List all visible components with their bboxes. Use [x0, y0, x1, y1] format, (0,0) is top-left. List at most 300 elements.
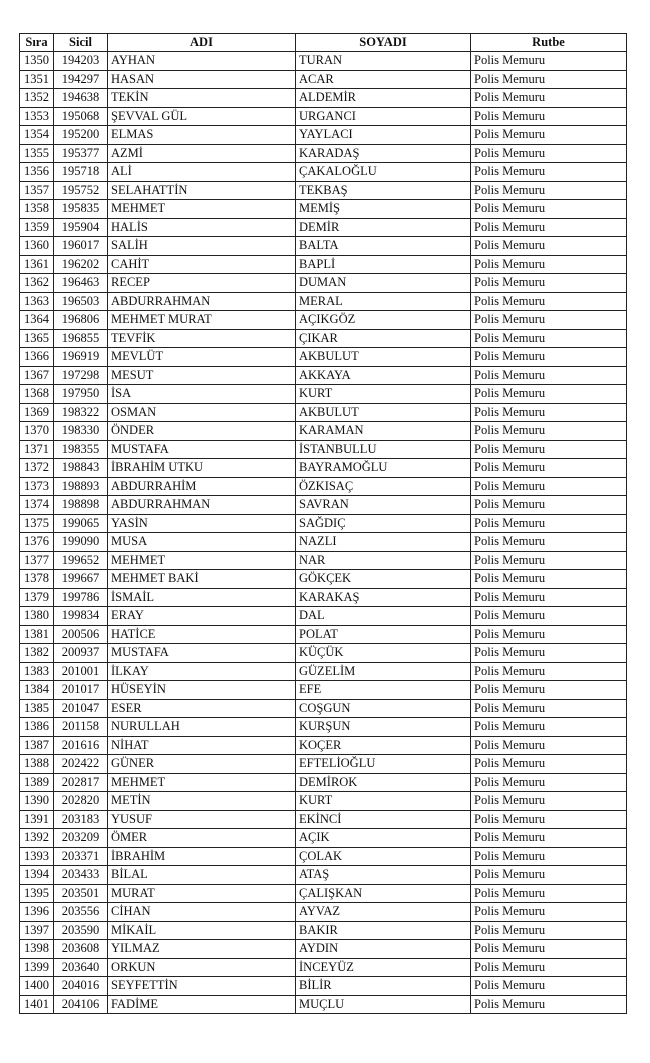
soyadi-cell: SAĞDIÇ [296, 514, 471, 533]
rutbe-cell: Polis Memuru [471, 681, 627, 700]
sira-cell: 1388 [20, 755, 54, 774]
adi-cell: İLKAY [108, 662, 296, 681]
table-row [20, 292, 627, 311]
sira-cell: 1364 [20, 311, 54, 330]
table-row [20, 144, 627, 163]
rutbe-cell: Polis Memuru [471, 588, 627, 607]
sicil-cell: 200506 [54, 625, 108, 644]
adi-cell: MUSTAFA [108, 644, 296, 663]
adi-cell: SELAHATTİN [108, 181, 296, 200]
soyadi-cell: AKKAYA [296, 366, 471, 385]
adi-cell: ORKUN [108, 958, 296, 977]
sira-cell: 1359 [20, 218, 54, 237]
rutbe-cell: Polis Memuru [471, 977, 627, 996]
table-row [20, 829, 627, 848]
table-row [20, 736, 627, 755]
adi-cell: YUSUF [108, 810, 296, 829]
table-row [20, 477, 627, 496]
rutbe-cell: Polis Memuru [471, 311, 627, 330]
rutbe-cell: Polis Memuru [471, 107, 627, 126]
sicil-cell: 200937 [54, 644, 108, 663]
sicil-cell: 203209 [54, 829, 108, 848]
sicil-cell: 202817 [54, 773, 108, 792]
sicil-cell: 196919 [54, 348, 108, 367]
soyadi-cell: MERAL [296, 292, 471, 311]
table-row [20, 237, 627, 256]
rutbe-cell: Polis Memuru [471, 514, 627, 533]
adi-cell: AZMİ [108, 144, 296, 163]
rutbe-cell: Polis Memuru [471, 200, 627, 219]
table-row [20, 977, 627, 996]
sicil-cell: 201017 [54, 681, 108, 700]
rutbe-cell: Polis Memuru [471, 940, 627, 959]
sicil-cell: 201158 [54, 718, 108, 737]
sira-cell: 1377 [20, 551, 54, 570]
soyadi-cell: DEMİR [296, 218, 471, 237]
table-row [20, 329, 627, 348]
table-row [20, 422, 627, 441]
sira-cell: 1350 [20, 52, 54, 71]
rutbe-cell: Polis Memuru [471, 329, 627, 348]
sicil-cell: 203371 [54, 847, 108, 866]
adi-cell: FADİME [108, 995, 296, 1014]
soyadi-cell: İSTANBULLU [296, 440, 471, 459]
sicil-cell: 201001 [54, 662, 108, 681]
sira-cell: 1371 [20, 440, 54, 459]
adi-cell: YASİN [108, 514, 296, 533]
table-row [20, 699, 627, 718]
soyadi-cell: GÖKÇEK [296, 570, 471, 589]
sicil-cell: 199065 [54, 514, 108, 533]
soyadi-cell: AÇIKGÖZ [296, 311, 471, 330]
adi-cell: GÜNER [108, 755, 296, 774]
header-rutbe: Rutbe [471, 34, 627, 52]
sicil-cell: 197950 [54, 385, 108, 404]
sira-cell: 1400 [20, 977, 54, 996]
soyadi-cell: EKİNCİ [296, 810, 471, 829]
sira-cell: 1397 [20, 921, 54, 940]
adi-cell: MEHMET [108, 773, 296, 792]
sicil-cell: 204106 [54, 995, 108, 1014]
table-row [20, 718, 627, 737]
table-row [20, 958, 627, 977]
table-row [20, 218, 627, 237]
table-body [20, 52, 627, 1014]
sira-cell: 1362 [20, 274, 54, 293]
rutbe-cell: Polis Memuru [471, 89, 627, 108]
rutbe-cell: Polis Memuru [471, 773, 627, 792]
sira-cell: 1390 [20, 792, 54, 811]
rutbe-cell: Polis Memuru [471, 218, 627, 237]
table-row [20, 940, 627, 959]
sira-cell: 1367 [20, 366, 54, 385]
rutbe-cell: Polis Memuru [471, 829, 627, 848]
table-row [20, 681, 627, 700]
sira-cell: 1382 [20, 644, 54, 663]
sira-cell: 1375 [20, 514, 54, 533]
sira-cell: 1381 [20, 625, 54, 644]
table-row [20, 181, 627, 200]
sira-cell: 1399 [20, 958, 54, 977]
table-row [20, 662, 627, 681]
table-row [20, 274, 627, 293]
soyadi-cell: AYDIN [296, 940, 471, 959]
rutbe-cell: Polis Memuru [471, 144, 627, 163]
sicil-cell: 196806 [54, 311, 108, 330]
adi-cell: CAHİT [108, 255, 296, 274]
sicil-cell: 196202 [54, 255, 108, 274]
table-row [20, 514, 627, 533]
adi-cell: MURAT [108, 884, 296, 903]
rutbe-cell: Polis Memuru [471, 958, 627, 977]
soyadi-cell: URGANCI [296, 107, 471, 126]
rutbe-cell: Polis Memuru [471, 459, 627, 478]
sicil-cell: 203501 [54, 884, 108, 903]
table-row [20, 403, 627, 422]
sira-cell: 1394 [20, 866, 54, 885]
adi-cell: MEHMET [108, 200, 296, 219]
sicil-cell: 199652 [54, 551, 108, 570]
adi-cell: TEVFİK [108, 329, 296, 348]
rutbe-cell: Polis Memuru [471, 52, 627, 71]
sira-cell: 1389 [20, 773, 54, 792]
soyadi-cell: ÖZKISAÇ [296, 477, 471, 496]
table-row [20, 126, 627, 145]
adi-cell: NİHAT [108, 736, 296, 755]
rutbe-cell: Polis Memuru [471, 477, 627, 496]
sicil-cell: 194297 [54, 70, 108, 89]
soyadi-cell: BİLİR [296, 977, 471, 996]
sicil-cell: 198893 [54, 477, 108, 496]
sicil-cell: 197298 [54, 366, 108, 385]
sicil-cell: 196503 [54, 292, 108, 311]
soyadi-cell: EFE [296, 681, 471, 700]
sira-cell: 1363 [20, 292, 54, 311]
table-row [20, 255, 627, 274]
adi-cell: MEHMET [108, 551, 296, 570]
rutbe-cell: Polis Memuru [471, 810, 627, 829]
sira-cell: 1396 [20, 903, 54, 922]
sira-cell: 1365 [20, 329, 54, 348]
rutbe-cell: Polis Memuru [471, 570, 627, 589]
soyadi-cell: EFTELİOĞLU [296, 755, 471, 774]
table-row [20, 588, 627, 607]
soyadi-cell: KURT [296, 385, 471, 404]
adi-cell: SALİH [108, 237, 296, 256]
sicil-cell: 195200 [54, 126, 108, 145]
rutbe-cell: Polis Memuru [471, 662, 627, 681]
adi-cell: ŞEVVAL GÜL [108, 107, 296, 126]
table-row [20, 810, 627, 829]
rutbe-cell: Polis Memuru [471, 718, 627, 737]
table-row [20, 995, 627, 1014]
sicil-cell: 195068 [54, 107, 108, 126]
table-row [20, 163, 627, 182]
table-row [20, 644, 627, 663]
adi-cell: ÖNDER [108, 422, 296, 441]
soyadi-cell: ÇOLAK [296, 847, 471, 866]
rutbe-cell: Polis Memuru [471, 348, 627, 367]
table-row [20, 440, 627, 459]
sira-cell: 1376 [20, 533, 54, 552]
table-row [20, 625, 627, 644]
adi-cell: ALİ [108, 163, 296, 182]
sira-cell: 1369 [20, 403, 54, 422]
table-row [20, 385, 627, 404]
sicil-cell: 195835 [54, 200, 108, 219]
sicil-cell: 195377 [54, 144, 108, 163]
table-row [20, 52, 627, 71]
sira-cell: 1366 [20, 348, 54, 367]
adi-cell: HÜSEYİN [108, 681, 296, 700]
sicil-cell: 201616 [54, 736, 108, 755]
rutbe-cell: Polis Memuru [471, 866, 627, 885]
soyadi-cell: NAZLI [296, 533, 471, 552]
adi-cell: İSMAİL [108, 588, 296, 607]
soyadi-cell: KURT [296, 792, 471, 811]
sicil-cell: 203433 [54, 866, 108, 885]
soyadi-cell: KOÇER [296, 736, 471, 755]
soyadi-cell: BAKIR [296, 921, 471, 940]
rutbe-cell: Polis Memuru [471, 736, 627, 755]
soyadi-cell: DUMAN [296, 274, 471, 293]
sicil-cell: 196463 [54, 274, 108, 293]
adi-cell: MUSA [108, 533, 296, 552]
rutbe-cell: Polis Memuru [471, 440, 627, 459]
adi-cell: TEKİN [108, 89, 296, 108]
adi-cell: SEYFETTİN [108, 977, 296, 996]
table-row [20, 607, 627, 626]
table-row [20, 903, 627, 922]
header-soyadi: SOYADI [296, 34, 471, 52]
soyadi-cell: BAPLİ [296, 255, 471, 274]
adi-cell: ÖMER [108, 829, 296, 848]
soyadi-cell: İNCEYÜZ [296, 958, 471, 977]
soyadi-cell: GÜZELİM [296, 662, 471, 681]
table-row [20, 773, 627, 792]
table-header-row [20, 34, 627, 52]
table-row [20, 496, 627, 515]
rutbe-cell: Polis Memuru [471, 625, 627, 644]
soyadi-cell: YAYLACI [296, 126, 471, 145]
sicil-cell: 198355 [54, 440, 108, 459]
soyadi-cell: ACAR [296, 70, 471, 89]
personnel-table [19, 33, 627, 1014]
sira-cell: 1352 [20, 89, 54, 108]
adi-cell: METİN [108, 792, 296, 811]
sicil-cell: 203183 [54, 810, 108, 829]
rutbe-cell: Polis Memuru [471, 274, 627, 293]
adi-cell: MEVLÜT [108, 348, 296, 367]
table-row [20, 792, 627, 811]
rutbe-cell: Polis Memuru [471, 847, 627, 866]
sira-cell: 1395 [20, 884, 54, 903]
soyadi-cell: SAVRAN [296, 496, 471, 515]
adi-cell: CİHAN [108, 903, 296, 922]
table-row [20, 311, 627, 330]
adi-cell: İBRAHİM UTKU [108, 459, 296, 478]
sira-cell: 1373 [20, 477, 54, 496]
table-row [20, 200, 627, 219]
rutbe-cell: Polis Memuru [471, 607, 627, 626]
sira-cell: 1361 [20, 255, 54, 274]
sicil-cell: 195904 [54, 218, 108, 237]
rutbe-cell: Polis Memuru [471, 533, 627, 552]
sira-cell: 1357 [20, 181, 54, 200]
soyadi-cell: MUÇLU [296, 995, 471, 1014]
soyadi-cell: TURAN [296, 52, 471, 71]
soyadi-cell: ÇAKALOĞLU [296, 163, 471, 182]
sicil-cell: 198330 [54, 422, 108, 441]
soyadi-cell: KARAMAN [296, 422, 471, 441]
soyadi-cell: TEKBAŞ [296, 181, 471, 200]
soyadi-cell: DEMİROK [296, 773, 471, 792]
soyadi-cell: NAR [296, 551, 471, 570]
sicil-cell: 203608 [54, 940, 108, 959]
adi-cell: İSA [108, 385, 296, 404]
soyadi-cell: POLAT [296, 625, 471, 644]
soyadi-cell: KARADAŞ [296, 144, 471, 163]
rutbe-cell: Polis Memuru [471, 755, 627, 774]
sira-cell: 1384 [20, 681, 54, 700]
soyadi-cell: BALTA [296, 237, 471, 256]
sicil-cell: 195752 [54, 181, 108, 200]
adi-cell: AYHAN [108, 52, 296, 71]
sira-cell: 1391 [20, 810, 54, 829]
adi-cell: ESER [108, 699, 296, 718]
rutbe-cell: Polis Memuru [471, 163, 627, 182]
table-row [20, 70, 627, 89]
adi-cell: BİLAL [108, 866, 296, 885]
rutbe-cell: Polis Memuru [471, 385, 627, 404]
rutbe-cell: Polis Memuru [471, 551, 627, 570]
soyadi-cell: ÇALIŞKAN [296, 884, 471, 903]
adi-cell: ABDURRAHİM [108, 477, 296, 496]
rutbe-cell: Polis Memuru [471, 366, 627, 385]
adi-cell: ELMAS [108, 126, 296, 145]
soyadi-cell: KARAKAŞ [296, 588, 471, 607]
sicil-cell: 196855 [54, 329, 108, 348]
adi-cell: HALİS [108, 218, 296, 237]
soyadi-cell: KÜÇÜK [296, 644, 471, 663]
table-row [20, 847, 627, 866]
adi-cell: ABDURRAHMAN [108, 292, 296, 311]
adi-cell: MEHMET BAKİ [108, 570, 296, 589]
sira-cell: 1387 [20, 736, 54, 755]
sira-cell: 1393 [20, 847, 54, 866]
sicil-cell: 198843 [54, 459, 108, 478]
adi-cell: NURULLAH [108, 718, 296, 737]
rutbe-cell: Polis Memuru [471, 422, 627, 441]
sira-cell: 1401 [20, 995, 54, 1014]
soyadi-cell: AKBULUT [296, 403, 471, 422]
sira-cell: 1374 [20, 496, 54, 515]
sicil-cell: 201047 [54, 699, 108, 718]
rutbe-cell: Polis Memuru [471, 255, 627, 274]
sicil-cell: 199667 [54, 570, 108, 589]
header-sira: Sıra [20, 34, 54, 52]
table-row [20, 107, 627, 126]
sicil-cell: 203640 [54, 958, 108, 977]
adi-cell: HATİCE [108, 625, 296, 644]
soyadi-cell: BAYRAMOĞLU [296, 459, 471, 478]
sira-cell: 1356 [20, 163, 54, 182]
rutbe-cell: Polis Memuru [471, 792, 627, 811]
sira-cell: 1378 [20, 570, 54, 589]
sira-cell: 1353 [20, 107, 54, 126]
sira-cell: 1392 [20, 829, 54, 848]
sira-cell: 1379 [20, 588, 54, 607]
sira-cell: 1351 [20, 70, 54, 89]
sira-cell: 1370 [20, 422, 54, 441]
sicil-cell: 194203 [54, 52, 108, 71]
rutbe-cell: Polis Memuru [471, 644, 627, 663]
rutbe-cell: Polis Memuru [471, 126, 627, 145]
rutbe-cell: Polis Memuru [471, 496, 627, 515]
table-row [20, 921, 627, 940]
rutbe-cell: Polis Memuru [471, 995, 627, 1014]
rutbe-cell: Polis Memuru [471, 921, 627, 940]
sira-cell: 1372 [20, 459, 54, 478]
adi-cell: ERAY [108, 607, 296, 626]
sira-cell: 1355 [20, 144, 54, 163]
adi-cell: OSMAN [108, 403, 296, 422]
adi-cell: İBRAHİM [108, 847, 296, 866]
table-row [20, 866, 627, 885]
sira-cell: 1386 [20, 718, 54, 737]
adi-cell: MEHMET MURAT [108, 311, 296, 330]
adi-cell: MUSTAFA [108, 440, 296, 459]
header-adi: ADI [108, 34, 296, 52]
rutbe-cell: Polis Memuru [471, 699, 627, 718]
sira-cell: 1368 [20, 385, 54, 404]
header-sicil: Sicil [54, 34, 108, 52]
adi-cell: RECEP [108, 274, 296, 293]
sira-cell: 1383 [20, 662, 54, 681]
rutbe-cell: Polis Memuru [471, 70, 627, 89]
soyadi-cell: AÇIK [296, 829, 471, 848]
rutbe-cell: Polis Memuru [471, 181, 627, 200]
sicil-cell: 195718 [54, 163, 108, 182]
personnel-list-page [19, 33, 626, 1014]
sicil-cell: 203556 [54, 903, 108, 922]
rutbe-cell: Polis Memuru [471, 237, 627, 256]
sira-cell: 1380 [20, 607, 54, 626]
sicil-cell: 199834 [54, 607, 108, 626]
sicil-cell: 196017 [54, 237, 108, 256]
adi-cell: MİKAİL [108, 921, 296, 940]
adi-cell: YILMAZ [108, 940, 296, 959]
soyadi-cell: ÇIKAR [296, 329, 471, 348]
soyadi-cell: AYVAZ [296, 903, 471, 922]
sicil-cell: 204016 [54, 977, 108, 996]
soyadi-cell: ALDEMİR [296, 89, 471, 108]
sicil-cell: 202820 [54, 792, 108, 811]
soyadi-cell: DAL [296, 607, 471, 626]
sicil-cell: 199090 [54, 533, 108, 552]
table-row [20, 570, 627, 589]
sira-cell: 1354 [20, 126, 54, 145]
adi-cell: ABDURRAHMAN [108, 496, 296, 515]
soyadi-cell: MEMİŞ [296, 200, 471, 219]
table-row [20, 755, 627, 774]
soyadi-cell: COŞGUN [296, 699, 471, 718]
sira-cell: 1398 [20, 940, 54, 959]
rutbe-cell: Polis Memuru [471, 903, 627, 922]
soyadi-cell: AKBULUT [296, 348, 471, 367]
sicil-cell: 203590 [54, 921, 108, 940]
table-row [20, 459, 627, 478]
